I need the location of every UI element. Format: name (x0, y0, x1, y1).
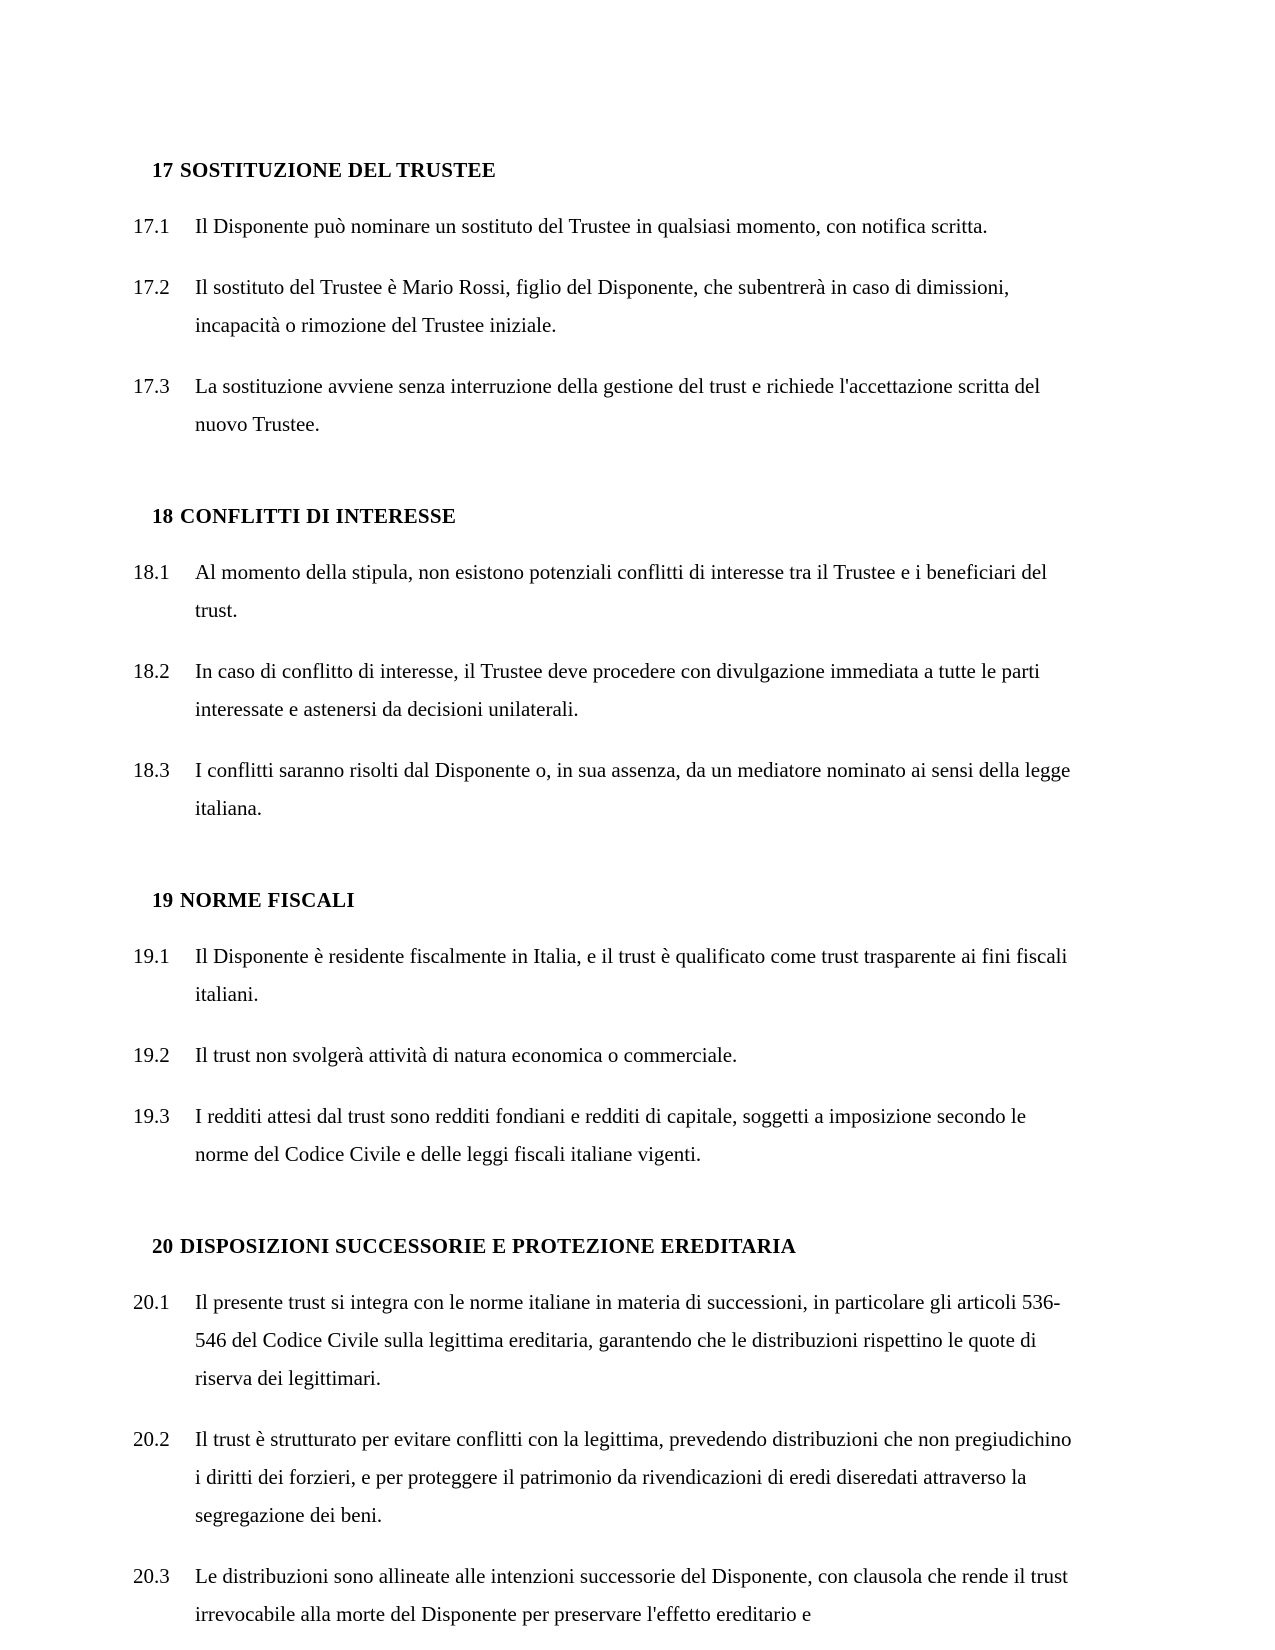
clause-19-1 (133, 937, 1078, 1013)
clause-text: Il trust è strutturato per evitare conflitti con la legittima, prevedendo distribuzioni che non pregiudichino i diritti dei forzieri, e per proteggere il patrimonio da rivendicazioni di eredi diseredati attraverso la segregazione dei beni. (195, 1427, 1072, 1527)
document-body (133, 155, 1078, 1633)
clause-text: Il Disponente può nominare un sostituto del Trustee in qualsiasi momento, con notifica scritta. (195, 214, 988, 238)
clause-18-3 (133, 751, 1078, 827)
section-heading (133, 501, 1078, 531)
clause-number: 19.1 (133, 944, 170, 968)
clause-text: Il Disponente è residente fiscalmente in Italia, e il trust è qualificato come trust trasparente ai fini fiscali italiani. (195, 944, 1068, 1006)
clause-number: 17.3 (133, 374, 170, 398)
clause-text: La sostituzione avviene senza interruzione della gestione del trust e richiede l'accettazione scritta del nuovo Trustee. (195, 374, 1041, 436)
section-19 (133, 885, 1078, 1173)
clause-text: Al momento della stipula, non esistono potenziali conflitti di interesse tra il Trustee e i beneficiari del trust. (195, 560, 1048, 622)
clause-20-3 (133, 1557, 1078, 1633)
clause-number: 18.2 (133, 659, 170, 683)
clause-text: Il sostituto del Trustee è Mario Rossi, figlio del Disponente, che subentrerà in caso di dimissioni, incapacità o rimozione del Trustee iniziale. (195, 275, 1010, 337)
clause-number: 19.2 (133, 1043, 170, 1067)
section-20 (133, 1231, 1078, 1633)
section-number: 17 (152, 158, 174, 182)
clause-text: I conflitti saranno risolti dal Disponente o, in sua assenza, da un mediatore nominato ai sensi della legge italiana. (195, 758, 1071, 820)
clause-number: 18.3 (133, 758, 170, 782)
clause-text: In caso di conflitto di interesse, il Trustee deve procedere con divulgazione immediata a tutte le parti interessate e astenersi da decisioni unilaterali. (195, 659, 1040, 721)
clause-text: Il trust non svolgerà attività di natura economica o commerciale. (195, 1043, 738, 1067)
section-title: CONFLITTI DI INTERESSE (180, 504, 457, 528)
clause-text: I redditi attesi dal trust sono redditi fondiani e redditi di capitale, soggetti a imposizione secondo le norme del Codice Civile e delle leggi fiscali italiane vigenti. (195, 1104, 1027, 1166)
section-heading (133, 1231, 1078, 1261)
section-title: NORME FISCALI (180, 888, 355, 912)
clause-text: Le distribuzioni sono allineate alle intenzioni successorie del Disponente, con clausola che rende il trust irrevocabile alla morte del Disponente per preservare l'effetto ereditario e (195, 1564, 1068, 1626)
clause-number: 17.2 (133, 275, 170, 299)
clause-18-2 (133, 652, 1078, 728)
section-title: SOSTITUZIONE DEL TRUSTEE (180, 158, 497, 182)
section-title: DISPOSIZIONI SUCCESSORIE E PROTEZIONE EREDITARIA (180, 1234, 797, 1258)
clause-17-3 (133, 367, 1078, 443)
clause-20-1 (133, 1283, 1078, 1397)
clause-number: 17.1 (133, 214, 170, 238)
clause-number: 20.2 (133, 1427, 170, 1451)
section-number: 20 (152, 1234, 174, 1258)
section-17 (133, 155, 1078, 443)
clause-17-1 (133, 207, 1078, 245)
clause-number: 20.1 (133, 1290, 170, 1314)
clause-17-2 (133, 268, 1078, 344)
section-number: 19 (152, 888, 174, 912)
clause-19-3 (133, 1097, 1078, 1173)
clause-number: 19.3 (133, 1104, 170, 1128)
clause-19-2 (133, 1036, 1078, 1074)
clause-number: 20.3 (133, 1564, 170, 1588)
clause-18-1 (133, 553, 1078, 629)
section-18 (133, 501, 1078, 827)
clause-text: Il presente trust si integra con le norme italiane in materia di successioni, in particolare gli articoli 536-546 del Codice Civile sulla legittima ereditaria, garantendo che le distribuzioni rispettino le quote di riserva dei legittimari. (195, 1290, 1061, 1390)
section-heading (133, 155, 1078, 185)
clause-20-2 (133, 1420, 1078, 1534)
section-number: 18 (152, 504, 174, 528)
section-heading (133, 885, 1078, 915)
clause-number: 18.1 (133, 560, 170, 584)
